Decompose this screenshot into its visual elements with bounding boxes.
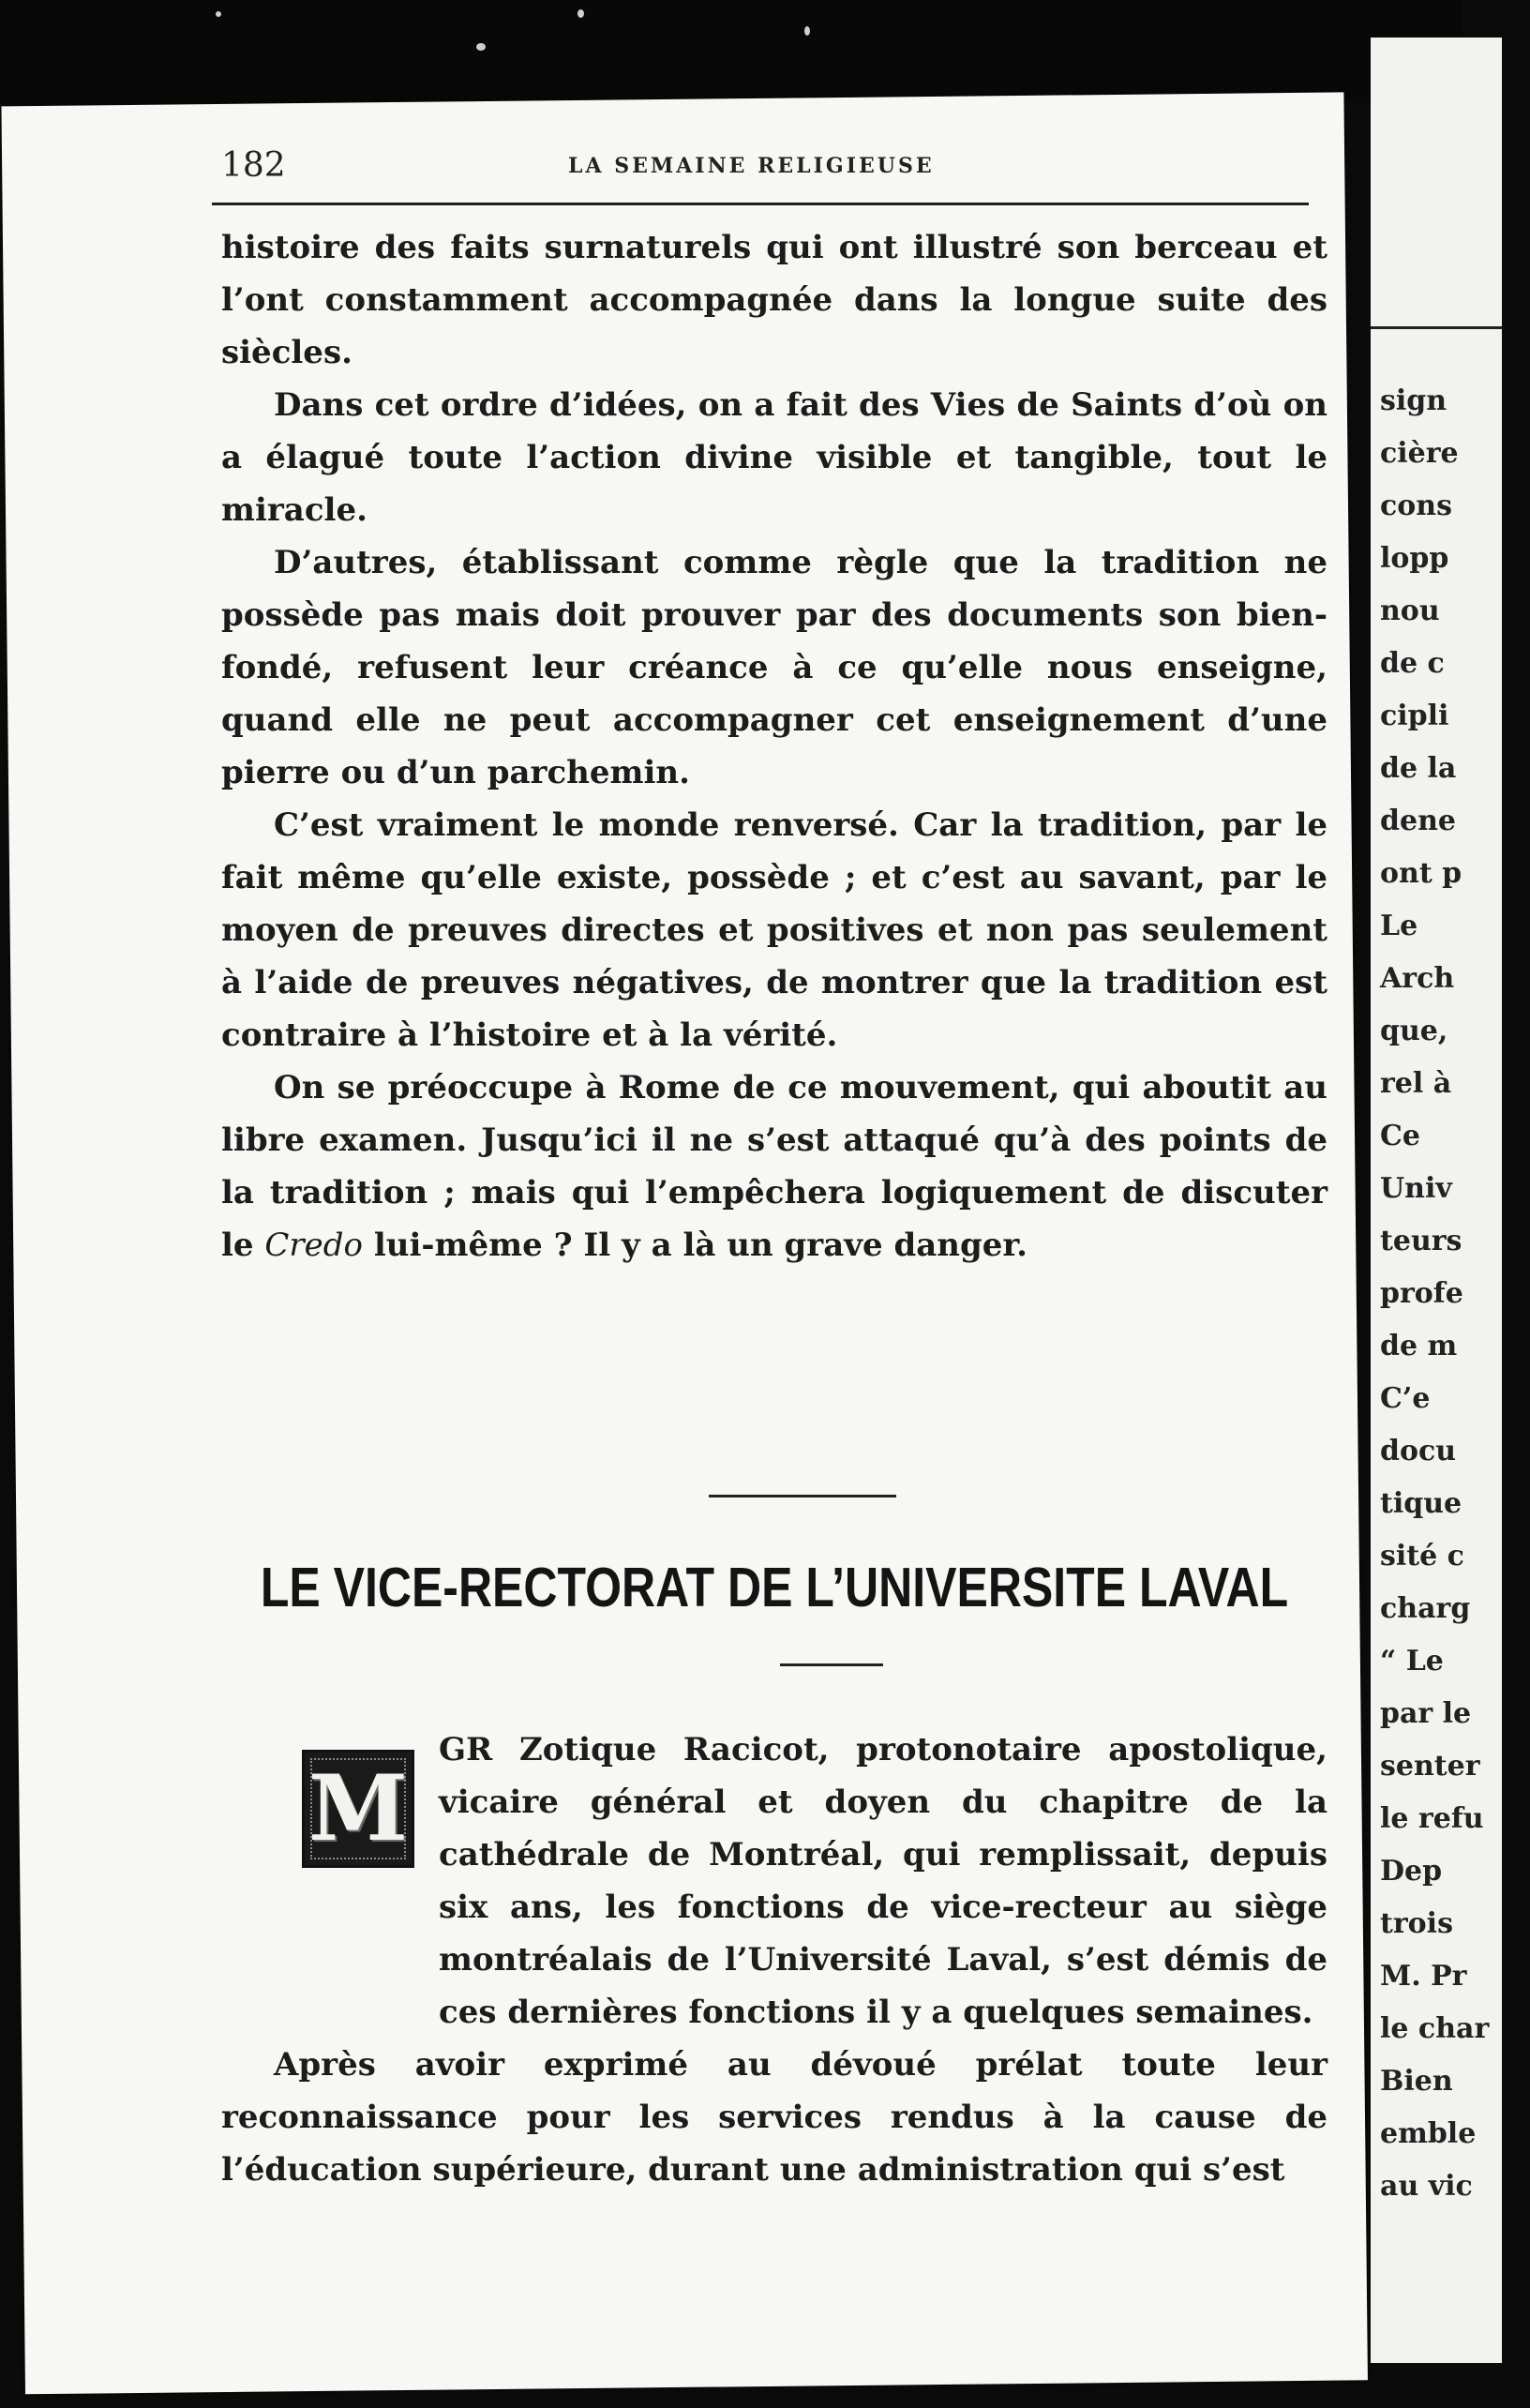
section-separator xyxy=(709,1495,896,1497)
facing-page-fragment: au vic xyxy=(1380,2170,1473,2203)
facing-page-fragment: Le xyxy=(1380,910,1418,942)
facing-page-fragment: charg xyxy=(1380,1592,1471,1625)
facing-page-fragment: M. Pr xyxy=(1380,1960,1467,1993)
dust-speck xyxy=(804,26,810,36)
facing-page-fragment: Univ xyxy=(1380,1172,1452,1205)
paragraph: Après avoir exprimé au dévoué prélat toute leur reconnaissance pour les services rendus à la cause de l’éducation supérieure, durant une administration qui s’est xyxy=(221,2046,1328,2189)
facing-page-fragment: cipli xyxy=(1380,700,1449,732)
facing-page-fragment: lopp xyxy=(1380,542,1449,575)
facing-page-fragment: de m xyxy=(1380,1330,1458,1362)
facing-page-fragment: trois xyxy=(1380,1907,1453,1940)
facing-page-fragment: que, xyxy=(1380,1015,1448,1047)
facing-page-fragment: profe xyxy=(1380,1277,1463,1310)
facing-page-fragment: cière xyxy=(1380,437,1459,470)
facing-page-fragment: sign xyxy=(1380,384,1448,417)
paragraph: Dans cet ordre d’idées, on a fait des Vies de Saints d’où on a élagué toute l’action divine visible et tangible, tout le miracle. xyxy=(221,386,1328,529)
running-title: LA SEMAINE RELIGIEUSE xyxy=(568,154,935,178)
facing-page-fragment: de la xyxy=(1380,752,1457,785)
dust-speck xyxy=(216,11,221,17)
facing-page-fragment: “ Le xyxy=(1380,1645,1444,1678)
facing-page-fragment: le refu xyxy=(1380,1802,1484,1835)
facing-page-fragment: le char xyxy=(1380,2012,1490,2045)
article-lead xyxy=(221,1723,1328,2039)
facing-page-text xyxy=(1380,375,1530,2213)
article-text xyxy=(221,1723,1328,2196)
paragraph: D’autres, établissant comme règle que la tradition ne possède pas mais doit prouver par des documents son bien-fondé, refusent leur créance à ce qu’elle nous enseigne, quand elle ne peut accompagner cet enseignement d’une pierre ou d’un parchemin. xyxy=(221,544,1328,791)
lead-text: GR Zotique Racicot, protonotaire apostolique, vicaire général et doyen du chapitre de la cathédrale de Montréal, qui remplissait, depuis six ans, les fonctions de vice-recteur au siège montréalais de l’Université Laval, s’est démis de ces dernières fonctions il y a quelques semaines. xyxy=(439,1731,1328,2031)
facing-page-fragment: Bien xyxy=(1380,2065,1453,2098)
facing-page-fragment: senter xyxy=(1380,1750,1480,1783)
facing-page-fragment: ont p xyxy=(1380,857,1462,890)
paragraph: On se préoccupe à Rome de ce mouvement, qui aboutit au libre examen. Jusqu’ici il ne s’est attaqué qu’à des points de la tradition ; mais qui l’empêchera logiquement de discuter le Credo lui-même ? Il y a là un grave danger. xyxy=(221,1069,1328,1264)
title-underline xyxy=(780,1663,883,1666)
drop-cap-letter: M xyxy=(308,1755,409,1861)
facing-page-fragment: par le xyxy=(1380,1697,1472,1730)
facing-page-fragment: nou xyxy=(1380,594,1440,627)
paragraph: C’est vraiment le monde renversé. Car la tradition, par le fait même qu’elle existe, possède ; et c’est au savant, par le moyen de preuves directes et positives et non pas seulement à l’aide de preuves négatives, de montrer que la tradition est contraire à l’histoire et à la vérité. xyxy=(221,806,1328,1054)
paragraph: histoire des faits surnaturels qui ont illustré son berceau et l’ont constamment accompagnée dans la longue suite des siècles. xyxy=(221,229,1328,371)
facing-page-fragment: emble xyxy=(1380,2117,1477,2150)
dust-speck xyxy=(476,43,486,51)
page-number: 182 xyxy=(221,146,286,185)
facing-page-fragment: teurs xyxy=(1380,1225,1462,1257)
facing-page-rule xyxy=(1371,326,1502,329)
facing-page-fragment: cons xyxy=(1380,489,1452,522)
facing-page-fragment: Dep xyxy=(1380,1855,1443,1888)
section-title: LE VICE-RECTORAT DE L’UNIVERSITE LAVAL xyxy=(260,1556,1289,1619)
facing-page-fragment: docu xyxy=(1380,1435,1457,1467)
facing-page-fragment: rel à xyxy=(1380,1067,1452,1100)
facing-page-fragment: Arch xyxy=(1380,962,1455,995)
facing-page-fragment: dene xyxy=(1380,805,1456,837)
facing-page-fragment: sité c xyxy=(1380,1540,1464,1573)
dust-speck xyxy=(578,9,584,18)
facing-page-fragment: Ce xyxy=(1380,1120,1420,1152)
facing-page-fragment: C’e xyxy=(1380,1382,1431,1415)
page-header xyxy=(212,128,1309,203)
facing-page-fragment: de c xyxy=(1380,647,1445,680)
facing-page xyxy=(1371,38,1502,2363)
italic-word: Credo xyxy=(264,1227,364,1264)
facing-page-fragment: tique xyxy=(1380,1487,1462,1520)
header-rule xyxy=(212,203,1309,205)
body-text xyxy=(221,221,1328,1272)
